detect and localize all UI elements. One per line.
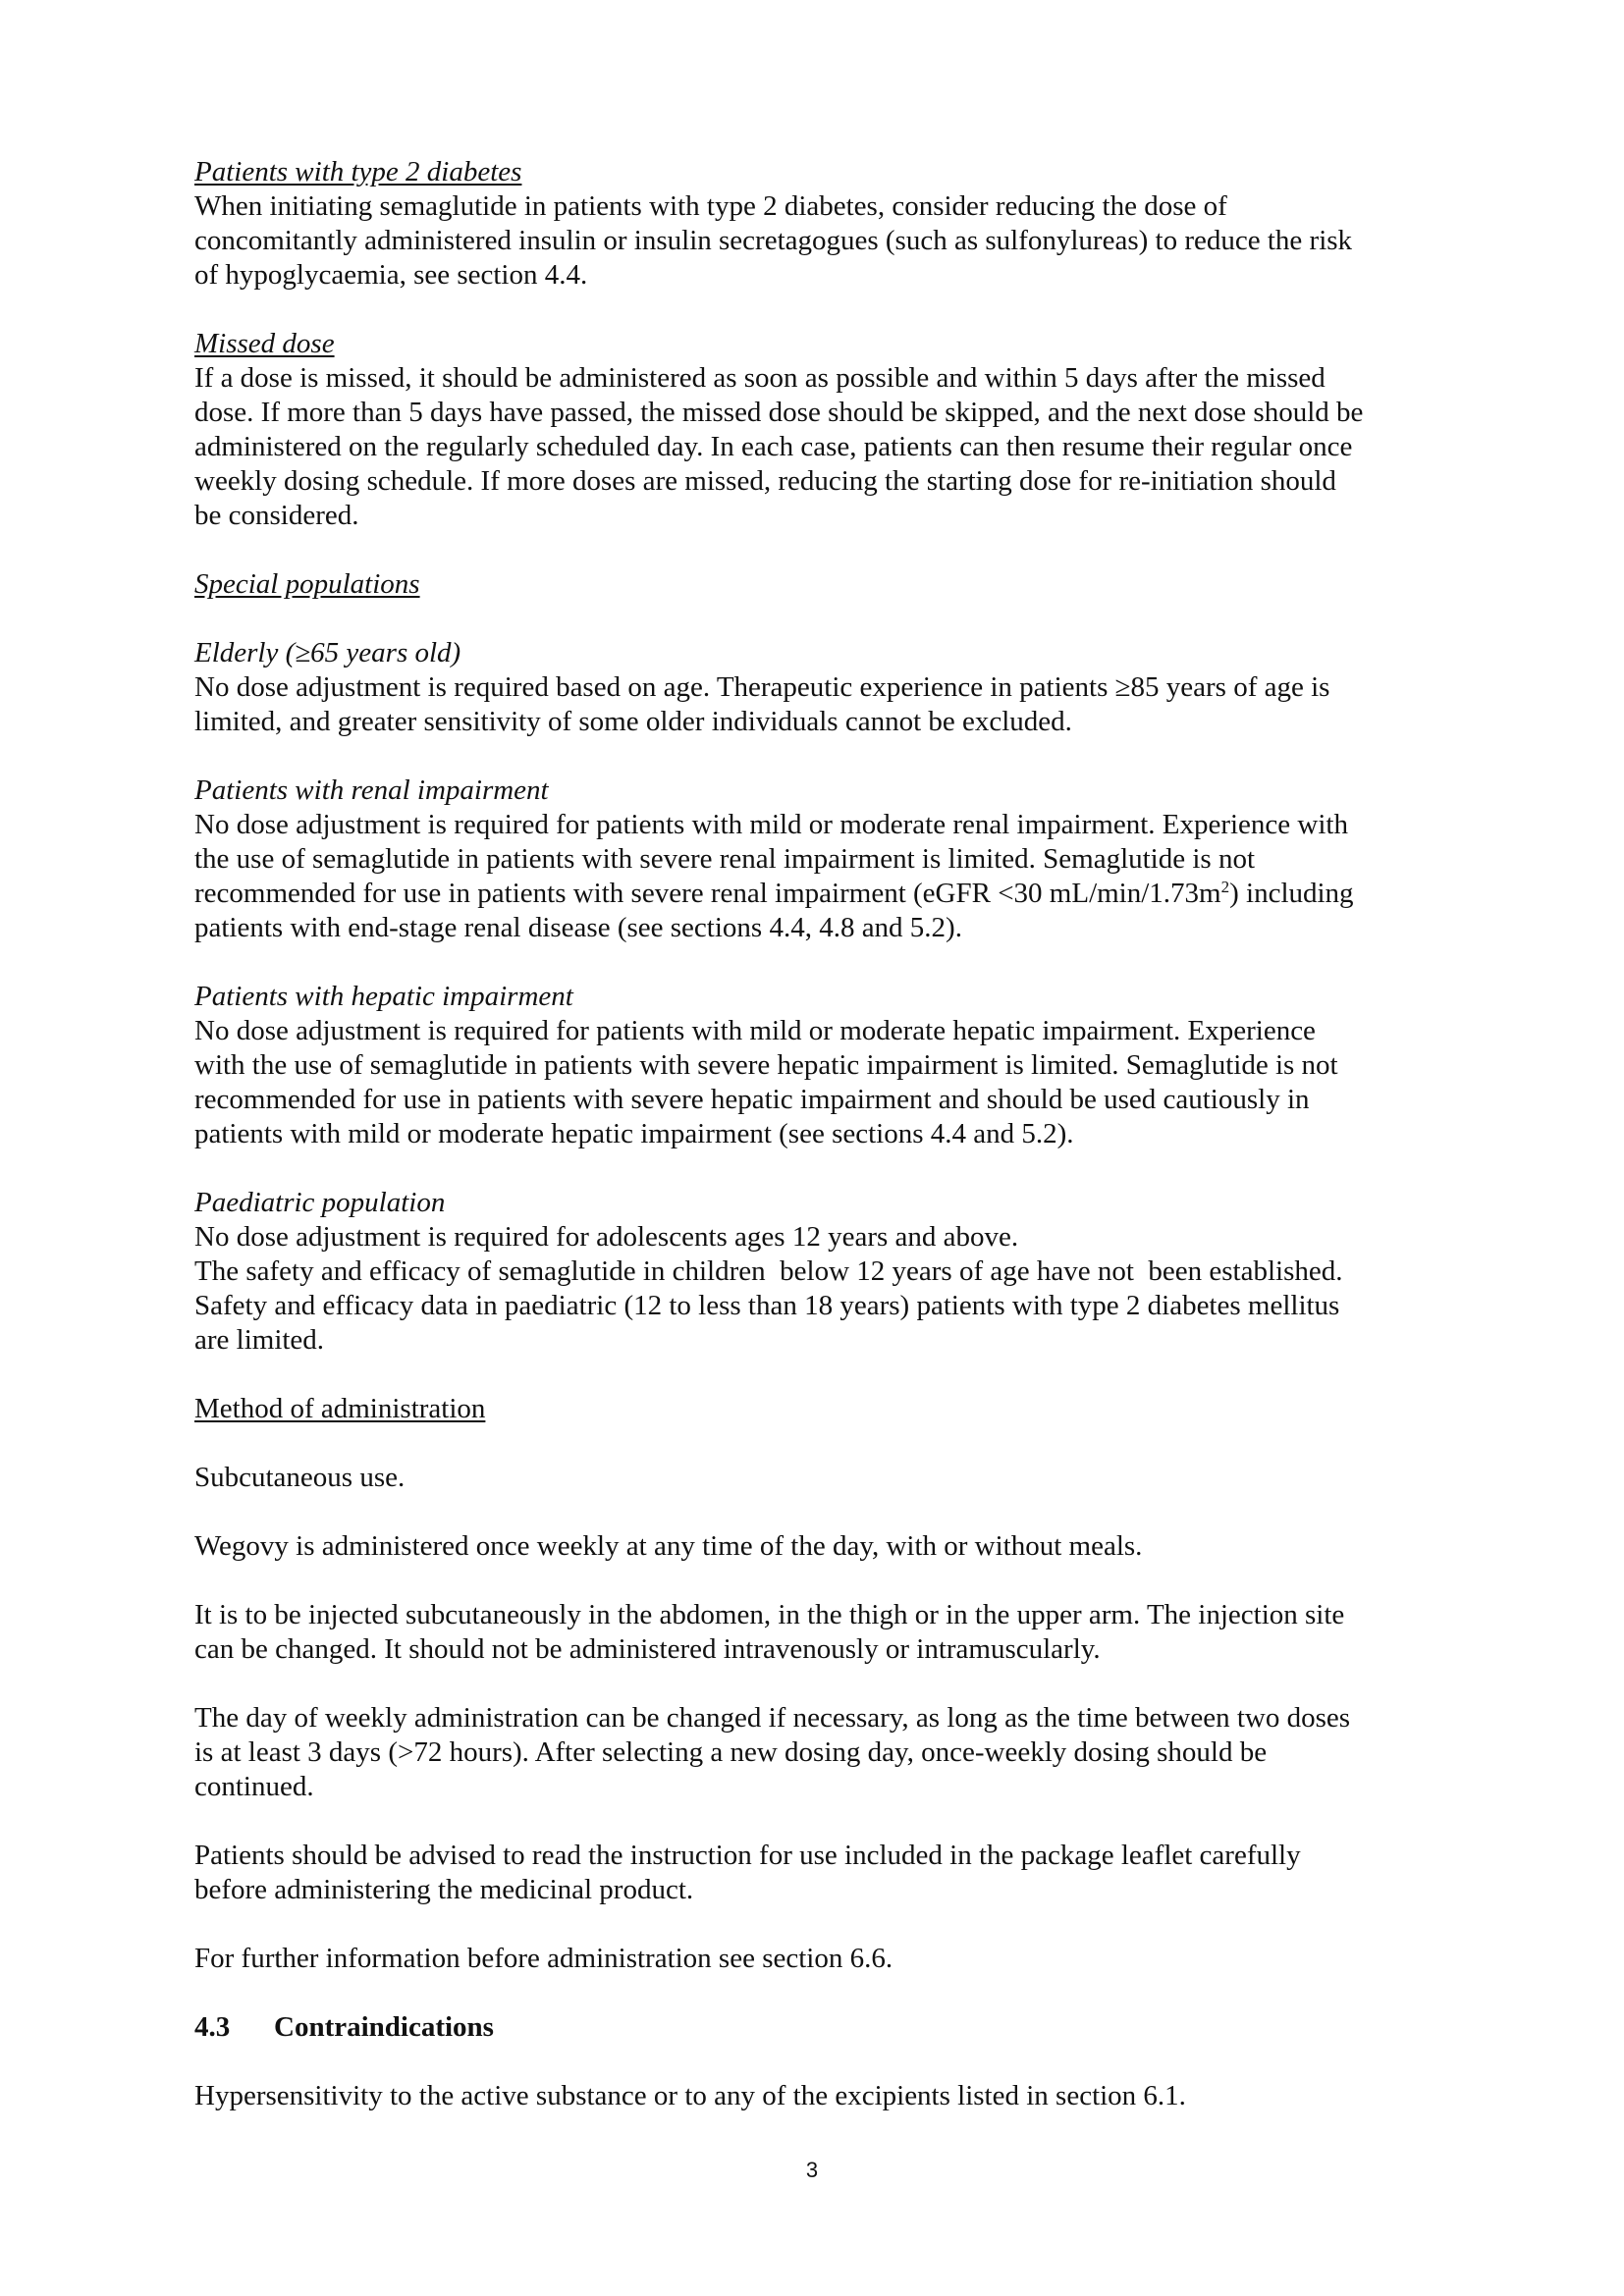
- section-paediatric-population: [194, 1186, 1471, 1358]
- text-fragment: recommended for use in patients with severe renal impairment (eGFR <30 mL/min/1.73m: [194, 878, 1221, 909]
- text-line: weekly dosing schedule. If more doses are missed, reducing the starting dose for re-initiation should: [194, 465, 1336, 497]
- document-page: [194, 155, 1471, 2148]
- text-line: with the use of semaglutide in patients with severe hepatic impairment is limited. Semaglutide is not: [194, 1049, 1338, 1081]
- text-line: continued.: [194, 1771, 314, 1802]
- section-hepatic-impairment: [194, 980, 1471, 1151]
- text-line: Hypersensitivity to the active substance or to any of the excipients listed in section 6.1.: [194, 2080, 1186, 2111]
- text-line: Safety and efficacy data in paediatric (12 to less than 18 years) patients with type 2 diabetes mellitus: [194, 1290, 1340, 1321]
- page-number: 3: [805, 2158, 819, 2182]
- section-type2-diabetes: [194, 155, 1471, 293]
- superscript: 2: [1220, 878, 1230, 896]
- text-line: limited, and greater sensitivity of some older individuals cannot be excluded.: [194, 706, 1072, 737]
- heading-hepatic-impairment: Patients with hepatic impairment: [194, 981, 573, 1012]
- section-missed-dose: [194, 327, 1471, 533]
- text-line: [194, 877, 1471, 911]
- heading-renal-impairment: Patients with renal impairment: [194, 774, 549, 806]
- text-line: When initiating semaglutide in patients with type 2 diabetes, consider reducing the dose of: [194, 190, 1227, 222]
- text-line: No dose adjustment is required for patients with mild or moderate hepatic impairment. Experience: [194, 1015, 1316, 1046]
- text-line: can be changed. It should not be administered intravenously or intramuscularly.: [194, 1633, 1101, 1665]
- section-renal-impairment: [194, 774, 1471, 945]
- text-line: administered on the regularly scheduled day. In each case, patients can then resume their regular once: [194, 431, 1353, 462]
- paragraph-instructions: [194, 1839, 1471, 1907]
- text-line: The safety and efficacy of semaglutide in children below 12 years of age have not been established.: [194, 1255, 1343, 1287]
- paragraph-subcutaneous: [194, 1461, 1471, 1495]
- text-line: dose. If more than 5 days have passed, the missed dose should be skipped, and the next dose should be: [194, 397, 1364, 428]
- text-line: If a dose is missed, it should be administered as soon as possible and within 5 days after the missed: [194, 362, 1326, 394]
- text-line: be considered.: [194, 500, 359, 531]
- paragraph-dosing-day: [194, 1701, 1471, 1804]
- paragraph-hypersensitivity: [194, 2079, 1471, 2113]
- text-line: patients with end-stage renal disease (see sections 4.4, 4.8 and 5.2).: [194, 912, 962, 943]
- text-line: are limited.: [194, 1324, 325, 1356]
- text-line: Subcutaneous use.: [194, 1462, 406, 1493]
- section-special-populations: [194, 567, 1471, 602]
- heading-elderly: Elderly (≥65 years old): [194, 637, 461, 668]
- text-line: is at least 3 days (>72 hours). After selecting a new dosing day, once-weekly dosing should be: [194, 1736, 1268, 1768]
- text-line: of hypoglycaemia, see section 4.4.: [194, 259, 588, 291]
- text-line: Patients should be advised to read the instruction for use included in the package leaflet carefully: [194, 1840, 1301, 1871]
- text-line: Wegovy is administered once weekly at any time of the day, with or without meals.: [194, 1530, 1143, 1562]
- section-elderly: [194, 636, 1471, 739]
- text-fragment: ) including: [1229, 878, 1354, 909]
- paragraph-injection-site: [194, 1598, 1471, 1667]
- text-line: recommended for use in patients with severe hepatic impairment and should be used cautiously in: [194, 1084, 1310, 1115]
- section-contraindications-heading: [194, 2010, 1471, 2045]
- paragraph-further-information: [194, 1942, 1471, 1976]
- text-line: before administering the medicinal product.: [194, 1874, 694, 1905]
- text-line: The day of weekly administration can be changed if necessary, as long as the time between two doses: [194, 1702, 1351, 1734]
- text-line: It is to be injected subcutaneously in the abdomen, in the thigh or in the upper arm. The injection site: [194, 1599, 1345, 1630]
- heading-method-of-administration: Method of administration: [194, 1393, 486, 1424]
- heading-missed-dose: Missed dose: [194, 328, 335, 359]
- text-line: No dose adjustment is required for adolescents ages 12 years and above.: [194, 1221, 1019, 1253]
- heading-type2-diabetes: Patients with type 2 diabetes: [194, 156, 522, 187]
- text-line: the use of semaglutide in patients with severe renal impairment is limited. Semaglutide is not: [194, 843, 1256, 875]
- heading-contraindications: [194, 2010, 1471, 2045]
- heading-paediatric-population: Paediatric population: [194, 1187, 446, 1218]
- text-line: concomitantly administered insulin or insulin secretagogues (such as sulfonylureas) to reduce the risk: [194, 225, 1353, 256]
- heading-special-populations: Special populations: [194, 568, 420, 600]
- section-title: Contraindications: [274, 2011, 494, 2043]
- text-line: patients with mild or moderate hepatic impairment (see sections 4.4 and 5.2).: [194, 1118, 1074, 1149]
- text-line: No dose adjustment is required for patients with mild or moderate renal impairment. Experience with: [194, 809, 1348, 840]
- section-method-heading: [194, 1392, 1471, 1426]
- text-line: For further information before administration see section 6.6.: [194, 1943, 893, 1974]
- section-number: 4.3: [194, 2011, 231, 2043]
- paragraph-once-weekly: [194, 1529, 1471, 1564]
- text-line: No dose adjustment is required based on age. Therapeutic experience in patients ≥85 years of age is: [194, 671, 1330, 703]
